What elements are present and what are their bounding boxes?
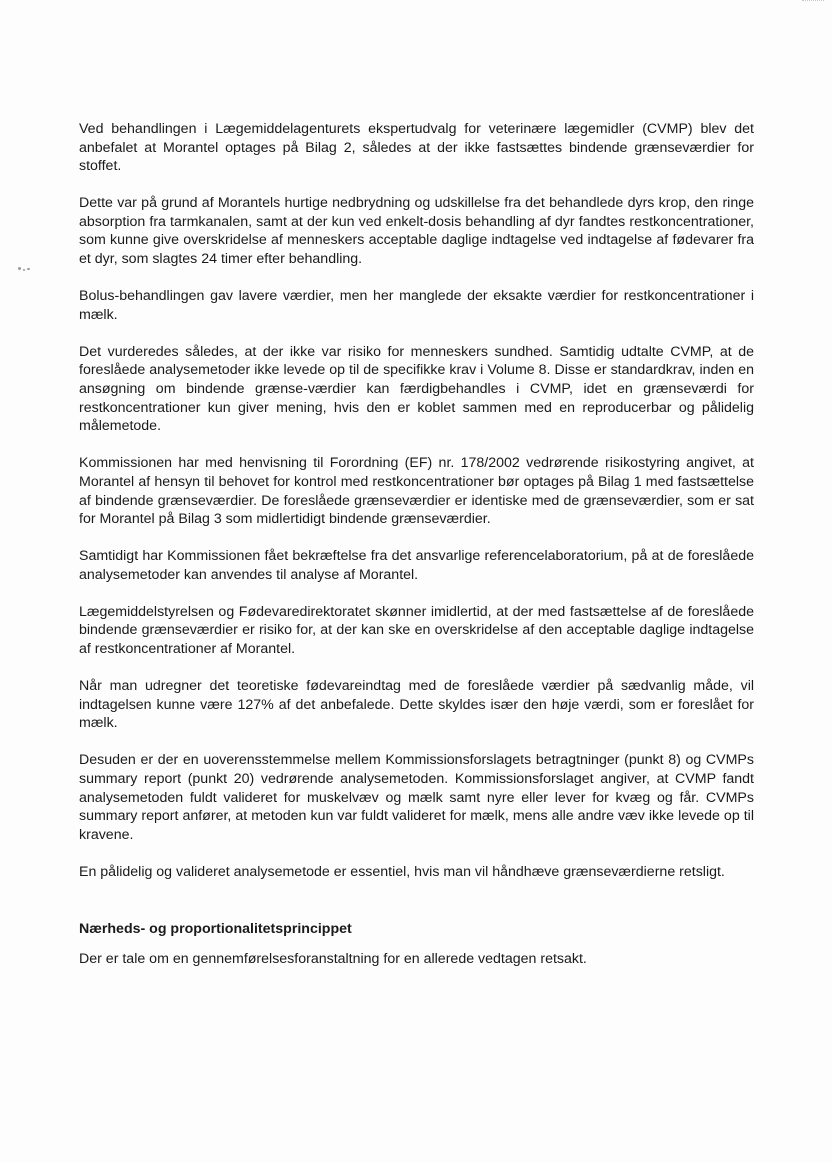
- paragraph: Kommissionen har med henvisning til Forordning (EF) nr. 178/2002 vedrørende risikostyring angivet, at Morantel af hensyn til behovet for kontrol med restkoncentrationer bør optages på Bilag 1 med fastsættelse af bindende grænseværdier. De foreslåede grænseværdier er identiske med de grænseværdier, som er sat for Morantel på Bilag 3 som midlertidigt bindende grænseværdier.: [79, 455, 754, 528]
- paragraph: En pålidelig og valideret analysemetode er essentiel, hvis man vil håndhæve grænseværdierne retsligt.: [79, 863, 725, 880]
- paragraph: Bolus-behandlingen gav lavere værdier, men her manglede der eksakte værdier for restkoncentrationer i mælk.: [79, 288, 754, 323]
- section-heading: Nærheds- og proportionalitetsprincippet: [79, 920, 352, 937]
- paragraph: Når man udregner det teoretiske fødevareindtag med de foreslåede værdier på sædvanlig måde, vil indtagelsen kunne være 127% af det anbefalede. Dette skyldes især den høje værdi, som er foreslået for mælk.: [79, 678, 754, 732]
- paragraph: Samtidigt har Kommissionen fået bekræftelse fra det ansvarlige referencelaboratorium, på at de foreslåede analysemetoder kan anvendes til analyse af Morantel.: [79, 548, 754, 583]
- document-body: [79, 120, 754, 987]
- paragraph: Desuden er der en uoverensstemmelse mellem Kommissionsforslagets betragtninger (punkt 8) og CVMPs summary report (punkt 20) vedrørende analysemetoden. Kommissionsforslaget angiver, at CVMP fandt analysemetoden fuldt valideret for muskelvæv og mælk samt nyre eller lever for kvæg og får. CVMPs summary report anfører, at metoden kun var fuldt valideret for mælk, mens alle andre væv ikke levede op til kravene.: [79, 752, 754, 843]
- paragraph: Ved behandlingen i Lægemiddelagenturets ekspertudvalg for veterinære lægemidler (CVMP) blev det anbefalet at Morantel optages på Bilag 2, således at der ikke fastsættes bindende grænseværdier for stoffet.: [79, 121, 754, 175]
- paragraph: Det vurderedes således, at der ikke var risiko for menneskers sundhed. Samtidig udtalte CVMP, at de foreslåede analysemetoder ikke levede op til de specifikke krav i Volume 8. Disse er standardkrav, inden en ansøgning om bindende grænse-værdier kan færdigbehandles i CVMP, idet en grænseværdi for restkoncentrationer kun giver mening, hvis den er koblet sammen med en reproducerbar og pålidelig målemetode.: [79, 343, 754, 435]
- scan-artifact: [802, 0, 824, 4]
- paragraph: Lægemiddelstyrelsen og Fødevaredirektoratet skønner imidlertid, at der med fastsættelse af de foreslåede bindende grænseværdier er risiko for, at der kan ske en overskridelse af den acceptable daglige indtagelse af restkoncentrationer af Morantel.: [79, 603, 754, 658]
- scan-speck: [18, 266, 32, 272]
- section-paragraph: Der er tale om en gennemførelsesforanstaltning for en allerede vedtagen retsakt.: [79, 951, 587, 968]
- paragraph: Dette var på grund af Morantels hurtige nedbrydning og udskillelse fra det behandlede dyrs krop, den ringe absorption fra tarmkanalen, samt at der kun ved enkelt-dosis behandling af dyr fandtes restkoncentrationer, som kunne give overskridelse af menneskers acceptable daglige indtagelse ved indtagelse af fødevarer fra et dyr, som slagtes 24 timer efter behandling.: [79, 195, 754, 268]
